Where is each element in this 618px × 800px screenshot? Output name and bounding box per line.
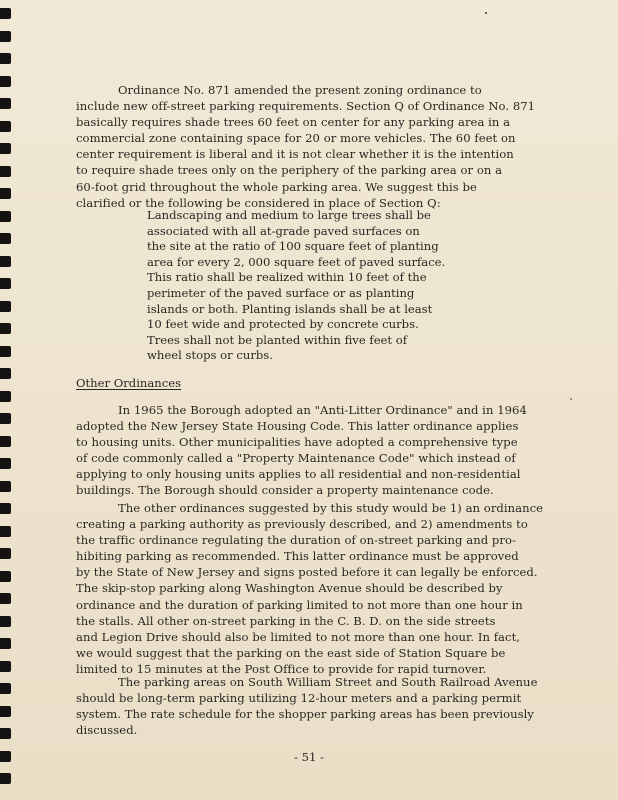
binding-hole [0,256,11,267]
binding-hole [0,31,11,42]
binding-hole [0,458,11,469]
text-line: by the State of New Jersey and signs posted before it can legally be enforced. [76,565,538,580]
binding-hole [0,143,11,154]
text-line: center requirement is liberal and it is not clear whether it is the intention [76,147,514,162]
binding-hole [0,98,11,109]
binding-hole [0,368,11,379]
binding-hole [0,638,11,649]
binding-hole [0,413,11,424]
text-line: islands or both. Planting islands shall be at least [147,301,433,316]
page-number: - 51 - [294,750,324,764]
binding-hole [0,728,11,739]
text-line: creating a parking authority as previously described, and 2) amendments to [76,517,528,532]
paragraph-parking-areas [76,674,548,738]
binding-hole [0,188,11,199]
binding-hole [0,233,11,244]
paper-speck [570,398,572,400]
text-line: we would suggest that the parking on the east side of Station Square be [76,645,506,660]
text-line: ordinance and the duration of parking limited to not more than one hour in [76,597,523,612]
text-line: and Legion Drive should also be limited to not more than one hour. In fact, [76,629,521,644]
binding-hole [0,548,11,559]
paper-speck [485,12,487,14]
binding-hole [0,278,11,289]
paragraph-other-ordinances [76,500,548,677]
text-line: In 1965 the Borough adopted an "Anti-Litter Ordinance" and in 1964 [118,403,527,417]
binding-holes [0,0,20,800]
text-line: The skip-stop parking along Washington Avenue should be described by [76,581,503,596]
binding-hole [0,571,11,582]
text-line: buildings. The Borough should consider a property maintenance code. [76,483,494,498]
text-line: should be long-term parking utilizing 12-hour meters and a parking permit [76,691,522,706]
binding-hole [0,683,11,694]
binding-hole [0,616,11,627]
text-line: associated with all at-grade paved surfaces on [147,223,420,238]
text-line: adopted the New Jersey State Housing Code. This latter ordinance applies [76,419,519,434]
text-line: discussed. [76,723,138,738]
binding-hole [0,593,11,604]
text-line: of code commonly called a "Property Maintenance Code" which instead of [76,451,516,466]
binding-hole [0,661,11,672]
paragraph-anti-litter [76,402,548,499]
binding-hole [0,773,11,784]
text-line: The other ordinances suggested by this study would be 1) an ordinance [118,501,544,515]
binding-hole [0,346,11,357]
text-line: the stalls. All other on-street parking in the C. B. D. on the side streets [76,613,496,628]
text-line: hibiting parking as recommended. This latter ordinance must be approved [76,549,519,564]
binding-hole [0,301,11,312]
text-line: Trees shall not be planted within five feet of [147,332,408,347]
binding-hole [0,8,11,19]
text-line: The parking areas on South William Street and South Railroad Avenue [118,675,538,689]
text-line: commercial zone containing space for 20 or more vehicles. The 60 feet on [76,131,516,146]
binding-hole [0,53,11,64]
paragraph-zoning-ordinance [76,82,548,211]
text-line: the site at the ratio of 100 square feet of planting [147,239,439,254]
section-heading: Other Ordinances [76,376,182,390]
text-line: to require shade trees only on the periphery of the parking area or on a [76,163,503,178]
text-line: system. The rate schedule for the shopper parking areas has been previously [76,707,534,722]
binding-hole [0,503,11,514]
binding-hole [0,76,11,87]
binding-hole [0,166,11,177]
text-line: Landscaping and medium to large trees shall be [147,208,431,222]
text-line: 10 feet wide and protected by concrete curbs. [147,317,419,332]
binding-hole [0,323,11,334]
text-line: This ratio shall be realized within 10 feet of the [147,270,427,285]
text-line: 60-foot grid throughout the whole parking area. We suggest this be [76,179,477,194]
text-line: Ordinance No. 871 amended the present zoning ordinance to [118,83,482,97]
block-quote-landscaping [147,208,477,364]
text-line: perimeter of the paved surface or as planting [147,285,415,300]
binding-hole [0,211,11,222]
binding-hole [0,391,11,402]
text-line: include new off-street parking requirements. Section Q of Ordinance No. 871 [76,99,536,114]
binding-hole [0,706,11,717]
binding-hole [0,481,11,492]
binding-hole [0,121,11,132]
text-line: clarified or the following be considered in place of Section Q: [76,195,441,210]
binding-hole [0,436,11,447]
text-line: limited to 15 minutes at the Post Office to provide for rapid turnover. [76,661,487,676]
binding-hole [0,526,11,537]
text-line: basically requires shade trees 60 feet on center for any parking area in a [76,115,511,130]
text-line: the traffic ordinance regulating the duration of on-street parking and pro- [76,533,516,548]
text-line: wheel stops or curbs. [147,348,273,363]
text-line: area for every 2, 000 square feet of paved surface. [147,254,446,269]
text-line: applying to only housing units applies to all residential and non-residential [76,467,521,482]
text-line: to housing units. Other municipalities have adopted a comprehensive type [76,435,518,450]
